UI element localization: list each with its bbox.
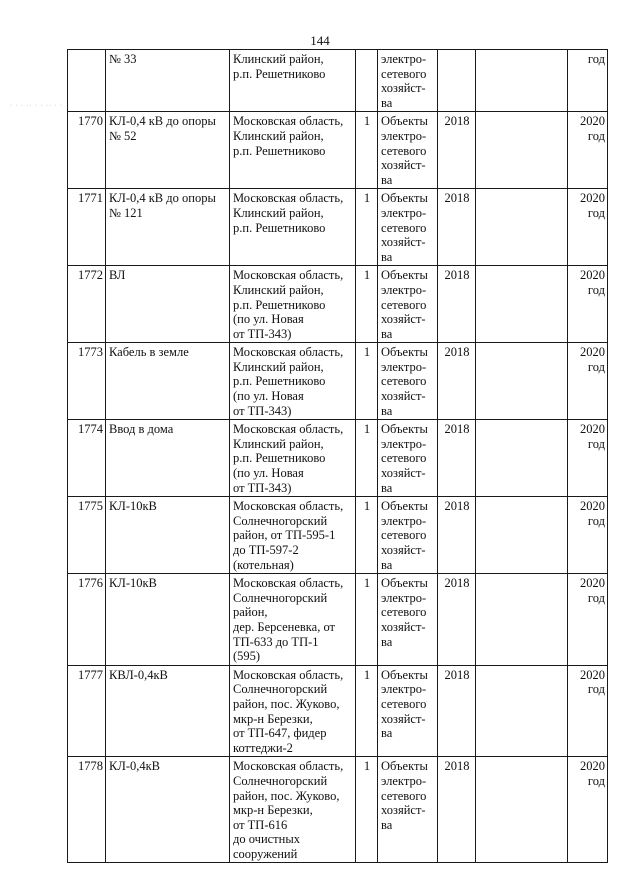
object-name: КЛ-0,4 кВ до опоры № 52 — [106, 112, 230, 189]
object-name: Кабель в земле — [106, 343, 230, 420]
registry-table-body — [68, 50, 608, 863]
table-row — [68, 665, 608, 757]
notes-cell — [476, 266, 568, 343]
object-location: Московская область, Клинский район, р.п. Решетниково — [230, 112, 356, 189]
object-type: Объекты электро- сетевого хозяйст- ва — [378, 112, 438, 189]
object-quantity: 1 — [356, 266, 378, 343]
deadline-year: 2020 год — [568, 420, 608, 497]
object-type: Объекты электро- сетевого хозяйст- ва — [378, 266, 438, 343]
deadline-year: 2020 год — [568, 266, 608, 343]
object-type: Объекты электро- сетевого хозяйст- ва — [378, 665, 438, 757]
notes-cell — [476, 497, 568, 574]
object-quantity: 1 — [356, 497, 378, 574]
row-number: 1770 — [68, 112, 106, 189]
object-quantity: 1 — [356, 343, 378, 420]
row-number: 1777 — [68, 665, 106, 757]
object-name: КЛ-10кВ — [106, 574, 230, 666]
row-number: 1775 — [68, 497, 106, 574]
row-number: 1771 — [68, 189, 106, 266]
object-location: Московская область, Солнечногорский район, от ТП-595-1 до ТП-597-2 (котельная) — [230, 497, 356, 574]
row-number: 1778 — [68, 757, 106, 863]
table-row — [68, 50, 608, 112]
object-type: Объекты электро- сетевого хозяйст- ва — [378, 420, 438, 497]
object-name: КЛ-0,4 кВ до опоры № 121 — [106, 189, 230, 266]
object-quantity: 1 — [356, 757, 378, 863]
object-name: № 33 — [106, 50, 230, 112]
acquisition-year: 2018 — [438, 757, 476, 863]
acquisition-year — [438, 50, 476, 112]
object-type: Объекты электро- сетевого хозяйст- ва — [378, 574, 438, 666]
object-type: Объекты электро- сетевого хозяйст- ва — [378, 189, 438, 266]
object-name: КЛ-0,4кВ — [106, 757, 230, 863]
registry-table — [67, 49, 608, 863]
object-quantity: 1 — [356, 665, 378, 757]
notes-cell — [476, 665, 568, 757]
acquisition-year: 2018 — [438, 574, 476, 666]
row-number: 1772 — [68, 266, 106, 343]
notes-cell — [476, 343, 568, 420]
page-number: 144 — [310, 33, 330, 48]
table-row — [68, 343, 608, 420]
object-location: Московская область, Клинский район, р.п. Решетниково (по ул. Новая от ТП-343) — [230, 266, 356, 343]
object-type: электро- сетевого хозяйст- ва — [378, 50, 438, 112]
object-location: Московская область, Солнечногорский район, пос. Жуково, мкр-н Березки, от ТП-616 до очистных сооружений — [230, 757, 356, 863]
notes-cell — [476, 189, 568, 266]
row-number: 1774 — [68, 420, 106, 497]
object-name: ВЛ — [106, 266, 230, 343]
object-quantity: 1 — [356, 112, 378, 189]
scan-artifact: · · · ·· · · ·· · · — [10, 103, 63, 109]
object-location: Московская область, Клинский район, р.п. Решетниково (по ул. Новая от ТП-343) — [230, 343, 356, 420]
object-name: КВЛ-0,4кВ — [106, 665, 230, 757]
object-name: Ввод в дома — [106, 420, 230, 497]
table-row — [68, 420, 608, 497]
table-row — [68, 266, 608, 343]
notes-cell — [476, 574, 568, 666]
table-row — [68, 112, 608, 189]
object-location: Московская область, Клинский район, р.п. Решетниково — [230, 189, 356, 266]
object-location: Московская область, Солнечногорский район, дер. Берсеневка, от ТП-633 до ТП-1 (595) — [230, 574, 356, 666]
object-location: Московская область, Клинский район, р.п. Решетниково (по ул. Новая от ТП-343) — [230, 420, 356, 497]
object-location: Клинский район, р.п. Решетниково — [230, 50, 356, 112]
acquisition-year: 2018 — [438, 497, 476, 574]
row-number: 1773 — [68, 343, 106, 420]
deadline-year: 2020 год — [568, 497, 608, 574]
deadline-year: 2020 год — [568, 665, 608, 757]
object-quantity: 1 — [356, 420, 378, 497]
notes-cell — [476, 757, 568, 863]
object-quantity: 1 — [356, 189, 378, 266]
object-quantity: 1 — [356, 574, 378, 666]
deadline-year: 2020 год — [568, 574, 608, 666]
acquisition-year: 2018 — [438, 266, 476, 343]
deadline-year: 2020 год — [568, 343, 608, 420]
object-type: Объекты электро- сетевого хозяйст- ва — [378, 757, 438, 863]
notes-cell — [476, 50, 568, 112]
acquisition-year: 2018 — [438, 343, 476, 420]
notes-cell — [476, 112, 568, 189]
acquisition-year: 2018 — [438, 189, 476, 266]
row-number: 1776 — [68, 574, 106, 666]
row-number — [68, 50, 106, 112]
table-row — [68, 497, 608, 574]
acquisition-year: 2018 — [438, 420, 476, 497]
deadline-year: 2020 год — [568, 189, 608, 266]
deadline-year: 2020 год — [568, 112, 608, 189]
acquisition-year: 2018 — [438, 665, 476, 757]
object-name: КЛ-10кВ — [106, 497, 230, 574]
table-row — [68, 189, 608, 266]
object-quantity — [356, 50, 378, 112]
object-type: Объекты электро- сетевого хозяйст- ва — [378, 343, 438, 420]
table-row — [68, 574, 608, 666]
object-type: Объекты электро- сетевого хозяйст- ва — [378, 497, 438, 574]
object-location: Московская область, Солнечногорский район, пос. Жуково, мкр-н Березки, от ТП-647, фидер коттеджи-2 — [230, 665, 356, 757]
notes-cell — [476, 420, 568, 497]
acquisition-year: 2018 — [438, 112, 476, 189]
deadline-year: год — [568, 50, 608, 112]
table-row — [68, 757, 608, 863]
deadline-year: 2020 год — [568, 757, 608, 863]
